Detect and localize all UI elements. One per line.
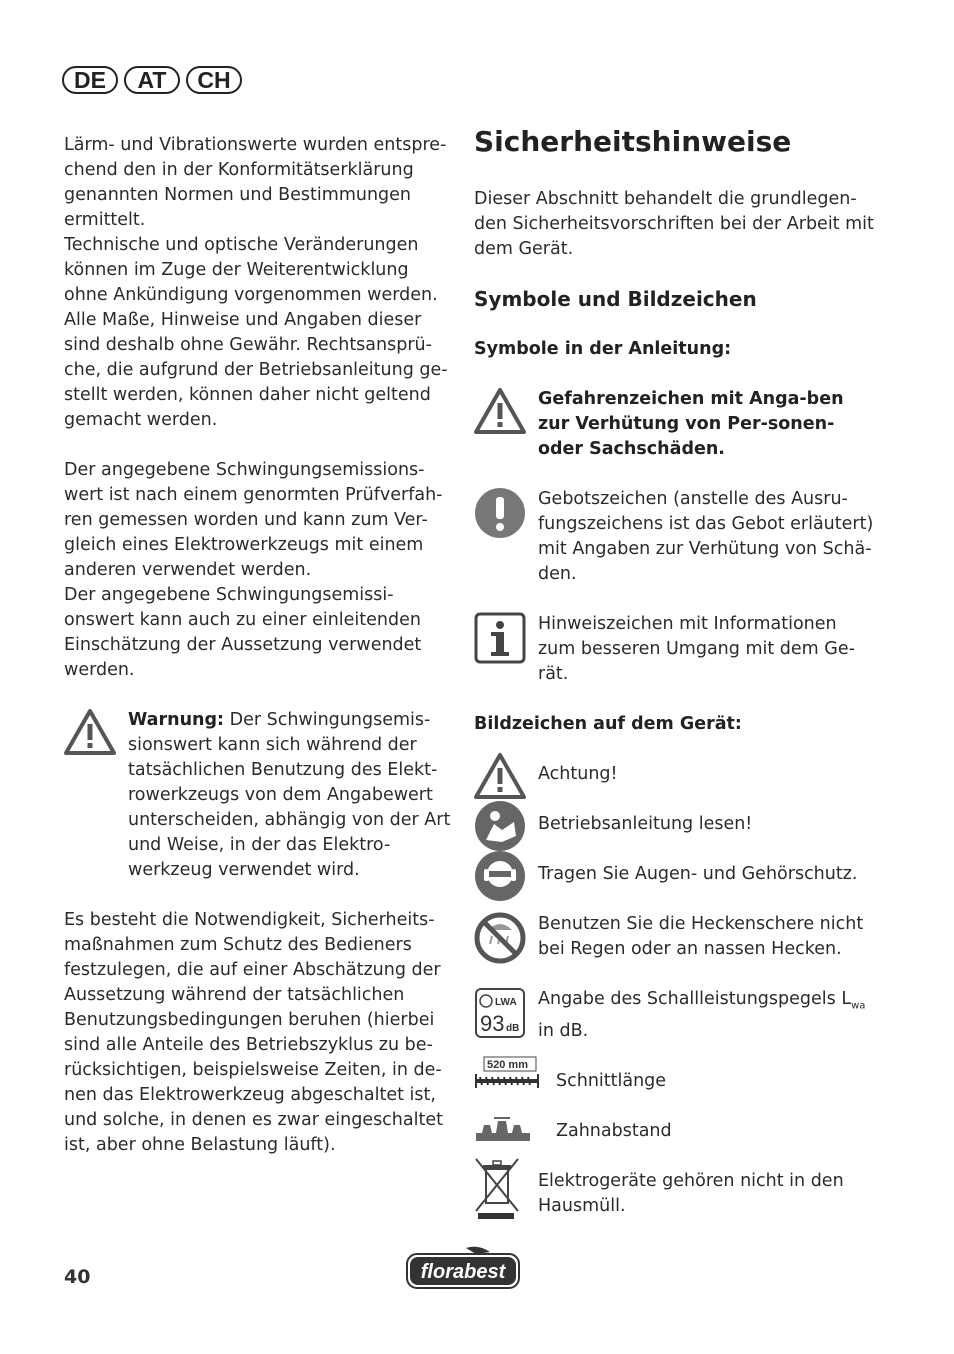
warning-text	[128, 708, 454, 883]
weee-text: Elektrogeräte gehören nicht in den Hausmüll.	[538, 1170, 844, 1216]
attention-text: Achtung!	[538, 764, 618, 784]
eye-ear-protection-icon	[474, 862, 538, 912]
left-column	[64, 133, 454, 1158]
warning-label: Warnung:	[128, 710, 225, 730]
badge-ch: CH	[186, 66, 242, 94]
cut-icon-label: 520 mm	[487, 1058, 528, 1071]
sound-level-icon	[474, 987, 538, 1037]
mandatory-exclamation-icon	[474, 487, 538, 587]
device-symbols-heading: Bildzeichen auf dem Gerät:	[474, 714, 742, 734]
info-icon	[474, 612, 538, 687]
cut-length-icon	[474, 1058, 556, 1119]
symbol-mandatory	[474, 487, 874, 587]
danger-triangle-icon	[474, 387, 538, 462]
cut-length-text: Schnittlänge	[556, 1070, 667, 1091]
symbol-info	[474, 612, 874, 687]
device-tooth-spacing	[474, 1119, 874, 1169]
warning-body: Der Schwingungsemis-sionswert kann sich während der tatsächlichen Benutzung des Elekt-rowerkzeugs von dem Angabewert unterscheiden, abhängig von der Art und Weise, in der das Elektro-werkzeug verwendet wird.	[128, 710, 451, 880]
device-no-rain	[474, 912, 874, 962]
symbols-heading: Symbole und Bildzeichen	[474, 287, 757, 311]
conformity-paragraph: Lärm- und Vibrationswerte wurden entspre-chend den in der Konformitätserklärung genannten Normen und Bestimmungen ermittelt.	[64, 135, 447, 230]
read-manual-text: Betriebsanleitung lesen!	[538, 814, 753, 834]
safety-measures-paragraph: Es besteht die Notwendigkeit, Sicherheits-maßnahmen zum Schutz des Bedieners festzulegen, die auf einer Abschätzung der Aussetzung während der tatsächlichen Benutzungsbedingungen beruhen (hierbei sind alle Anteile des Betriebszyklus zu be-rücksichtigen, beispielsweise Zeiten, in de-nen das Elektrowerkzeug abgeschaltet ist, und solche, in denen es zwar eingeschaltet ist, aber ohne Belastung läuft).	[64, 910, 443, 1155]
device-cut-length	[474, 1058, 874, 1119]
section-intro: Dieser Abschnitt behandelt die grundlegen-den Sicherheitsvorschriften bei der Arbeit mit dem Gerät.	[474, 189, 874, 259]
crossed-bin-icon	[474, 1169, 538, 1219]
changes-paragraph: Technische und optische Veränderungen können im Zuge der Weiterentwicklung ohne Ankündigung vorgenommen werden. Alle Maße, Hinweise und Angaben dieser sind deshalb ohne Gewähr. Rechtsansprü-che, die aufgrund der Betriebsanleitung ge-stellt werden, können daher nicht geltend gemacht werden.	[64, 235, 448, 430]
vibration-paragraph: Der angegebene Schwingungsemissions-wert ist nach einem genormten Prüfverfah-ren gemessen worden und kann zum Ver-gleich eines Elektrowerkzeugs mit einem anderen verwendet werden.	[64, 460, 443, 580]
tooth-spacing-text: Zahnabstand	[556, 1120, 672, 1141]
vibration-assessment-paragraph: Der angegebene Schwingungsemissi-onswert kann auch zu einer einleitenden Einschätzung der Aussetzung verwendet werden.	[64, 585, 422, 680]
warning-block	[64, 708, 454, 883]
device-attention	[474, 762, 874, 812]
device-read-manual	[474, 812, 874, 862]
badge-at: AT	[124, 66, 180, 94]
section-title: Sicherheitshinweise	[474, 125, 792, 158]
device-sound-level	[474, 987, 874, 1044]
mandatory-symbol-text: Gebotszeichen (anstelle des Ausru-fungszeichens ist das Gebot erläutert) mit Angaben zur Verhütung von Schä-den.	[538, 489, 874, 584]
no-rain-icon	[474, 912, 538, 962]
manual-symbols-heading: Symbole in der Anleitung:	[474, 339, 732, 359]
protection-text: Tragen Sie Augen- und Gehörschutz.	[538, 864, 858, 884]
sound-icon-value: 93	[480, 1011, 505, 1036]
symbol-danger	[474, 387, 874, 462]
sound-level-text-a: Angabe des Schallleistungspegels L	[538, 989, 852, 1009]
device-weee	[474, 1169, 874, 1219]
sound-level-text-b: in dB.	[538, 1020, 589, 1041]
device-protection	[474, 862, 874, 912]
badge-de: DE	[62, 66, 118, 94]
florabest-logo	[406, 1246, 520, 1294]
sound-icon-unit: dB	[506, 1023, 520, 1034]
sound-level-subscript: wa	[851, 1000, 866, 1012]
danger-symbol-text: Gefahrenzeichen mit Anga-ben zur Verhütung von Per-sonen- oder Sachschäden.	[538, 389, 844, 459]
no-rain-text: Benutzen Sie die Heckenschere nicht bei Regen oder an nassen Hecken.	[538, 914, 864, 959]
sound-level-text	[538, 987, 874, 1044]
brand-name: florabest	[420, 1261, 506, 1283]
right-column	[474, 124, 874, 1219]
sound-icon-label: LWA	[495, 997, 517, 1008]
page-number: 40	[64, 1266, 91, 1288]
country-badges	[62, 66, 242, 94]
warning-triangle-icon	[64, 708, 128, 883]
info-symbol-text: Hinweiszeichen mit Informationen zum besseren Umgang mit dem Ge-rät.	[538, 614, 855, 684]
